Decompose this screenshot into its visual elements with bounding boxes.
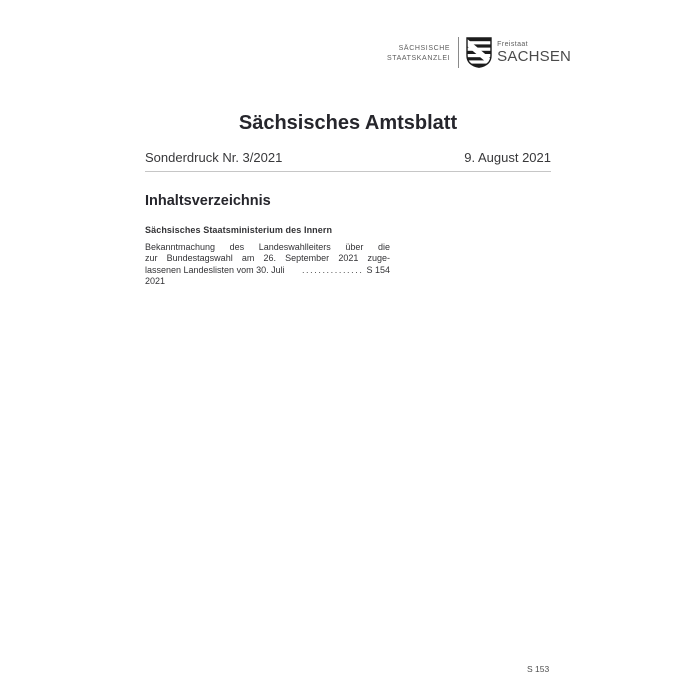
issue-date: 9. August 2021 <box>464 150 551 165</box>
toc-section-heading: Sächsisches Staatsministerium des Innern <box>145 225 333 235</box>
toc-entry <box>145 242 390 287</box>
agency-name <box>387 42 450 64</box>
logo-divider <box>458 37 459 68</box>
toc-entry-lastline <box>145 265 390 288</box>
state-name-small: Freistaat <box>497 40 529 48</box>
agency-name-line1: SÄCHSISCHE <box>398 44 451 52</box>
state-name <box>497 41 571 65</box>
header-rule <box>145 171 551 172</box>
toc-entry-line: zur Bundestagswahl am 26. September 2021 zuge- <box>145 253 390 264</box>
page-number: S 153 <box>527 664 550 674</box>
staatskanzlei-logo <box>387 37 571 68</box>
agency-name-line2: STAATSKANZLEI <box>387 54 451 62</box>
issue-label: Sonderdruck Nr. 3/2021 <box>145 150 283 165</box>
toc-heading: Inhaltsverzeichnis <box>145 193 271 209</box>
issue-row <box>145 149 551 166</box>
page-title: Sächsisches Amtsblatt <box>238 112 458 134</box>
toc-entry-line: lassenen Landeslisten vom 30. Juli 2021 <box>145 264 285 286</box>
dot-leader: ............... <box>301 264 364 275</box>
toc-entry-pageref: S 154 <box>366 264 390 275</box>
toc-entry-line: Bekanntmachung des Landeswahlleiters über die <box>145 242 390 252</box>
state-name-large: SACHSEN <box>497 47 572 65</box>
saxony-coat-of-arms-icon <box>466 37 492 68</box>
